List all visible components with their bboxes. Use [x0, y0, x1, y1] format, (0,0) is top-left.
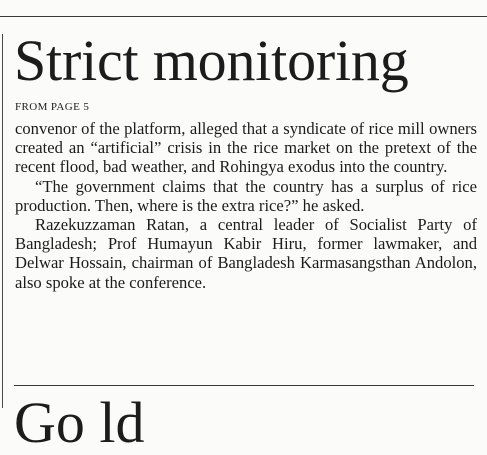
body-paragraph-2: “The government claims that the country has a surplus of rice production. Then, where is the extra rice?” he asked. — [15, 176, 477, 215]
article-headline: Strict monitoring — [14, 28, 409, 93]
body-paragraph-3: Razekuzzaman Ratan, a central leader of Socialist Party of Bangladesh; Prof Humayun Kabir Hiru, former lawmaker, and Delwar Hossain, chairman of Bangladesh Karmasangsthan Andolon, also spoke at the conference. — [15, 215, 477, 292]
continued-from-label: FROM PAGE 5 — [15, 101, 90, 113]
column-divider — [2, 34, 3, 408]
body-paragraph-1: convenor of the platform, alleged that a syndicate of rice mill owners created an “artificial” crisis in the rice market on the pretext of the recent flood, bad weather, and Rohingya exodus into the country. — [15, 119, 477, 177]
next-article-headline: Go ld — [14, 390, 145, 455]
top-divider — [0, 16, 487, 17]
article-body — [15, 119, 477, 292]
bottom-divider — [14, 385, 474, 386]
